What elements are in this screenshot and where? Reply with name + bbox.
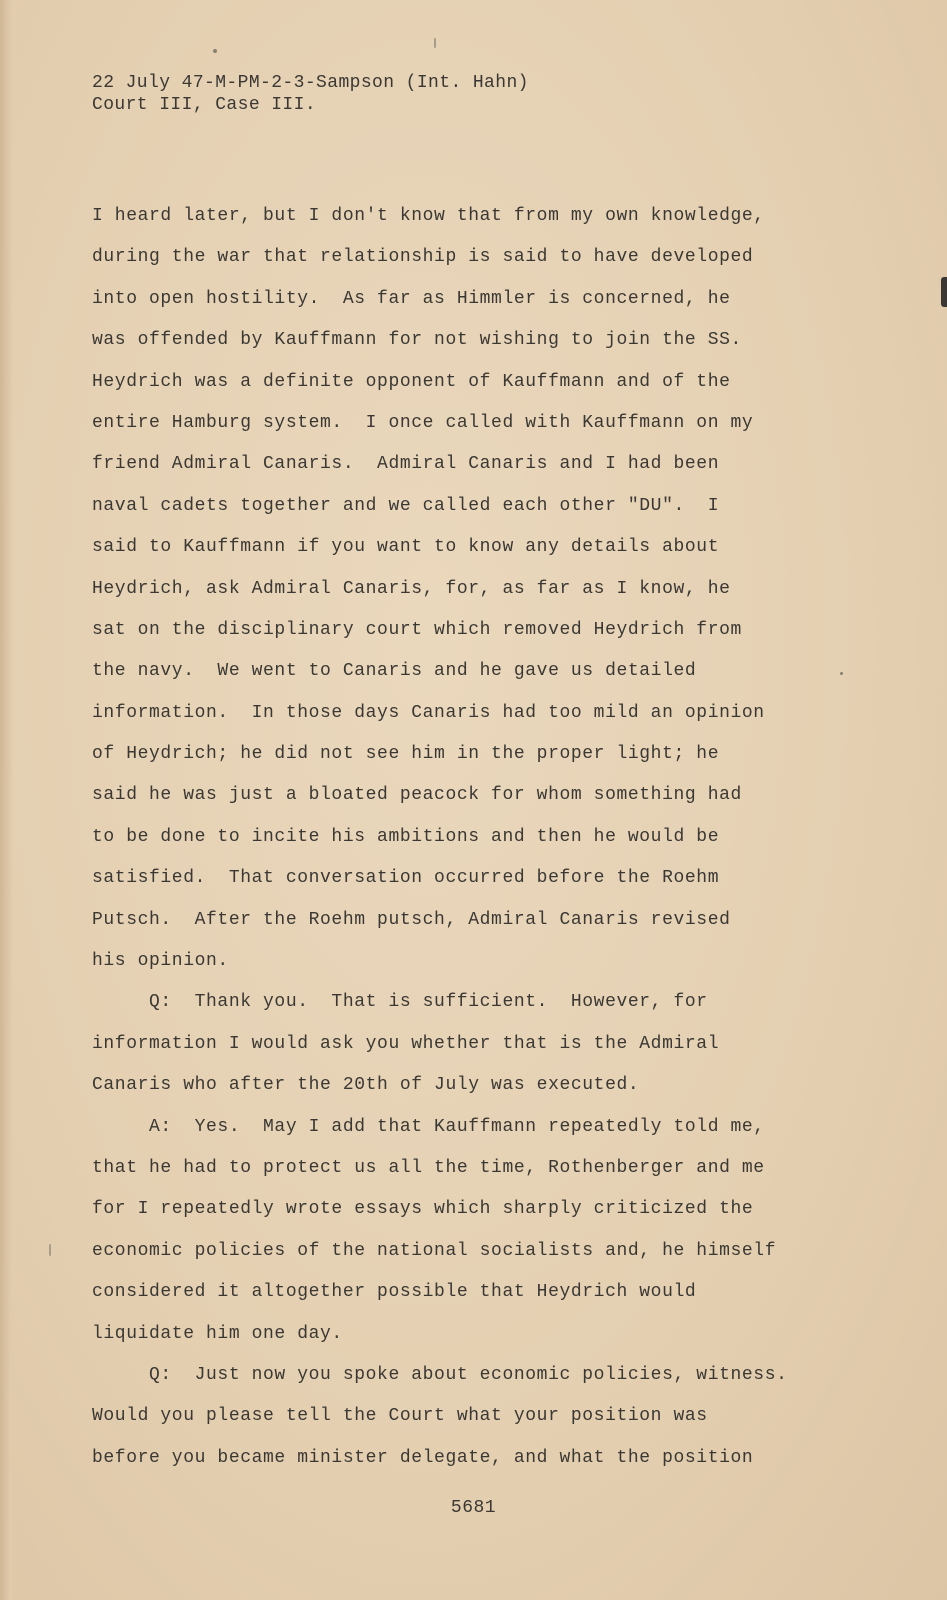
transcript-line: friend Admiral Canaris. Admiral Canaris and I had been bbox=[92, 454, 720, 475]
transcript-line: Q: Thank you. That is sufficient. However, for bbox=[92, 992, 708, 1013]
transcript-line: I heard later, but I don't know that from my own knowledge, bbox=[92, 206, 765, 226]
transcript-line: Heydrich, ask Admiral Canaris, for, as far as I know, he bbox=[92, 578, 731, 599]
transcript-line: satisfied. That conversation occurred before the Roehm bbox=[92, 868, 720, 889]
transcript-line: entire Hamburg system. I once called with Kauffmann on my bbox=[92, 412, 754, 433]
transcript-line: of Heydrich; he did not see him in the proper light; he bbox=[92, 744, 720, 765]
transcript-line: information. In those days Canaris had too mild an opinion bbox=[92, 702, 765, 723]
transcript-line: naval cadets together and we called each other "DU". I bbox=[92, 495, 720, 516]
transcript-line: was offended by Kauffmann for not wishing to join the SS. bbox=[92, 330, 742, 351]
transcript-line: A: Yes. May I add that Kauffmann repeatedly told me, bbox=[92, 1116, 765, 1137]
transcript-line: Canaris who after the 20th of July was executed. bbox=[92, 1075, 640, 1096]
transcript-line: into open hostility. As far as Himmler is concerned, he bbox=[92, 288, 731, 309]
transcript-line: for I repeatedly wrote essays which sharply criticized the bbox=[92, 1199, 754, 1220]
transcript-line: that he had to protect us all the time, Rothenberger and me bbox=[92, 1157, 765, 1178]
transcript-line: Heydrich was a definite opponent of Kauffmann and of the bbox=[92, 371, 731, 392]
paper-speck bbox=[840, 672, 843, 675]
transcript-line: sat on the disciplinary court which removed Heydrich from bbox=[92, 619, 742, 640]
transcript-line: liquidate him one day. bbox=[92, 1323, 343, 1344]
transcript-line: information I would ask you whether that is the Admiral bbox=[92, 1033, 720, 1054]
transcript-line: said he was just a bloated peacock for whom something had bbox=[92, 785, 742, 806]
binder-tab bbox=[941, 277, 947, 307]
transcript-line: Putsch. After the Roehm putsch, Admiral Canaris revised bbox=[92, 909, 731, 930]
page-left-edge bbox=[0, 0, 12, 1600]
page-number: 5681 bbox=[450, 1498, 497, 1518]
transcript-line: Would you please tell the Court what your position was bbox=[92, 1406, 708, 1427]
transcript-line: during the war that relationship is said to have developed bbox=[92, 247, 754, 268]
transcript-line: considered it altogether possible that Heydrich would bbox=[92, 1282, 697, 1303]
transcript-body bbox=[92, 196, 832, 1479]
transcript-line: his opinion. bbox=[92, 951, 229, 972]
transcript-line: to be done to incite his ambitions and then he would be bbox=[92, 826, 720, 847]
paper-speck bbox=[213, 49, 217, 53]
paper-mark bbox=[49, 1244, 51, 1256]
transcript-line: the navy. We went to Canaris and he gave us detailed bbox=[92, 661, 697, 682]
header-line-1: 22 July 47-M-PM-2-3-Sampson (Int. Hahn) bbox=[92, 73, 529, 93]
transcript-line: economic policies of the national socialists and, he himself bbox=[92, 1240, 777, 1261]
transcript-line: said to Kauffmann if you want to know any details about bbox=[92, 537, 720, 558]
transcript-line: Q: Just now you spoke about economic policies, witness. bbox=[92, 1364, 788, 1385]
transcript-line: before you became minister delegate, and what the position bbox=[92, 1447, 754, 1468]
header-line-2: Court III, Case III. bbox=[92, 95, 317, 115]
paper-mark bbox=[434, 38, 436, 48]
document-header bbox=[92, 72, 529, 116]
